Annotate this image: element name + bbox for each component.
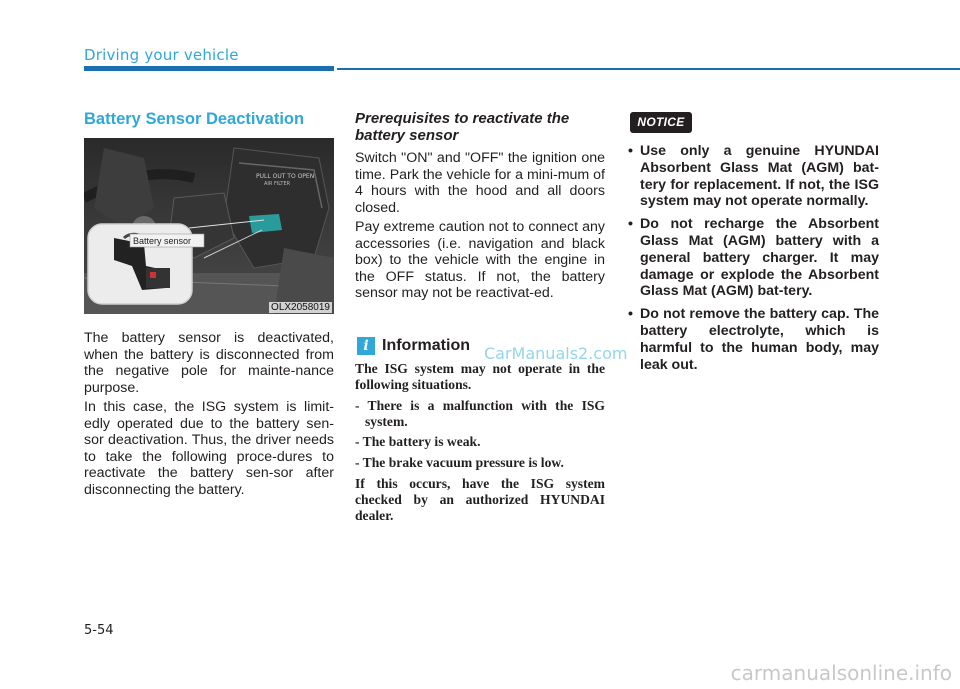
isg-limited-paragraph: In this case, the ISG system is limit-edly operated due to the battery sen-sor deactivation. Thus, the driver needs to take the following proce-dures to reactivate the battery sen-sor after disconnecting the battery. <box>84 399 334 498</box>
page-number: 5-54 <box>84 623 114 638</box>
information-icon: i <box>357 337 375 355</box>
notice-list <box>627 143 879 379</box>
photo-text-filter: AIR FILTER <box>264 181 291 187</box>
section-header: Driving your vehicle <box>84 46 239 64</box>
header-bar-primary <box>84 66 334 71</box>
prerequisites-title: Prerequisites to reactivate the battery sensor <box>355 110 570 144</box>
ignition-paragraph: Switch "ON" and "OFF" the ignition one time. Park the vehicle for a mini-mum of 4 hours with the hood and all doors closed. <box>355 150 605 216</box>
caution-paragraph: Pay extreme caution not to connect any accessories (i.e. navigation and black box) to the vehicle with the engine in the OFF status. If not, the battery sensor may not be reactivat-ed. <box>355 219 605 302</box>
carmanuals-watermark: CarManuals2.com <box>484 344 628 363</box>
notice-item-text: Do not recharge the Absorbent Glass Mat (AGM) battery with a general battery charger. It may damage or explode the Absorbent Glass Mat (AGM) bat-tery. <box>640 216 879 300</box>
deactivation-paragraph: The battery sensor is deactivated, when the battery is disconnected from the negative pole for mainte-nance purpose. <box>84 330 334 396</box>
notice-badge: NOTICE <box>630 112 692 133</box>
notice-item-text: Do not remove the battery cap. The battery electrolyte, which is harmful to the human body, may leak out. <box>640 306 879 373</box>
photo-text-pull: PULL OUT TO OPEN <box>256 173 315 180</box>
photo-code: OLX2058019 <box>271 302 330 313</box>
header-bar-rule <box>337 68 960 70</box>
bullet-icon: • <box>628 306 633 323</box>
notice-item <box>627 216 879 300</box>
bullet-icon: • <box>628 143 633 159</box>
info-outro: If this occurs, have the ISG system checked by an authorized HYUNDAI dealer. <box>355 476 605 524</box>
notice-item-text: Use only a genuine HYUNDAI Absorbent Glass Mat (AGM) bat-tery for replacement. If not, the ISG system may not operate normally. <box>640 143 879 210</box>
section-title: Battery Sensor Deactivation <box>84 110 305 128</box>
bullet-icon: • <box>628 216 633 233</box>
site-watermark: carmanualsonline.info <box>730 661 952 685</box>
info-item: - The brake vacuum pressure is low. <box>355 455 564 470</box>
engine-bay-photo <box>84 138 334 314</box>
battery-sensor-label: Battery sensor <box>133 236 192 246</box>
info-item: - There is a malfunction with the ISG system. <box>355 398 605 430</box>
notice-item <box>627 143 879 210</box>
information-title: Information <box>382 337 470 354</box>
engine-bay-illustration <box>84 138 334 314</box>
notice-item <box>627 306 879 373</box>
info-intro: The ISG system may not operate in the following situations. <box>355 361 605 393</box>
info-item: - The battery is weak. <box>355 434 481 449</box>
